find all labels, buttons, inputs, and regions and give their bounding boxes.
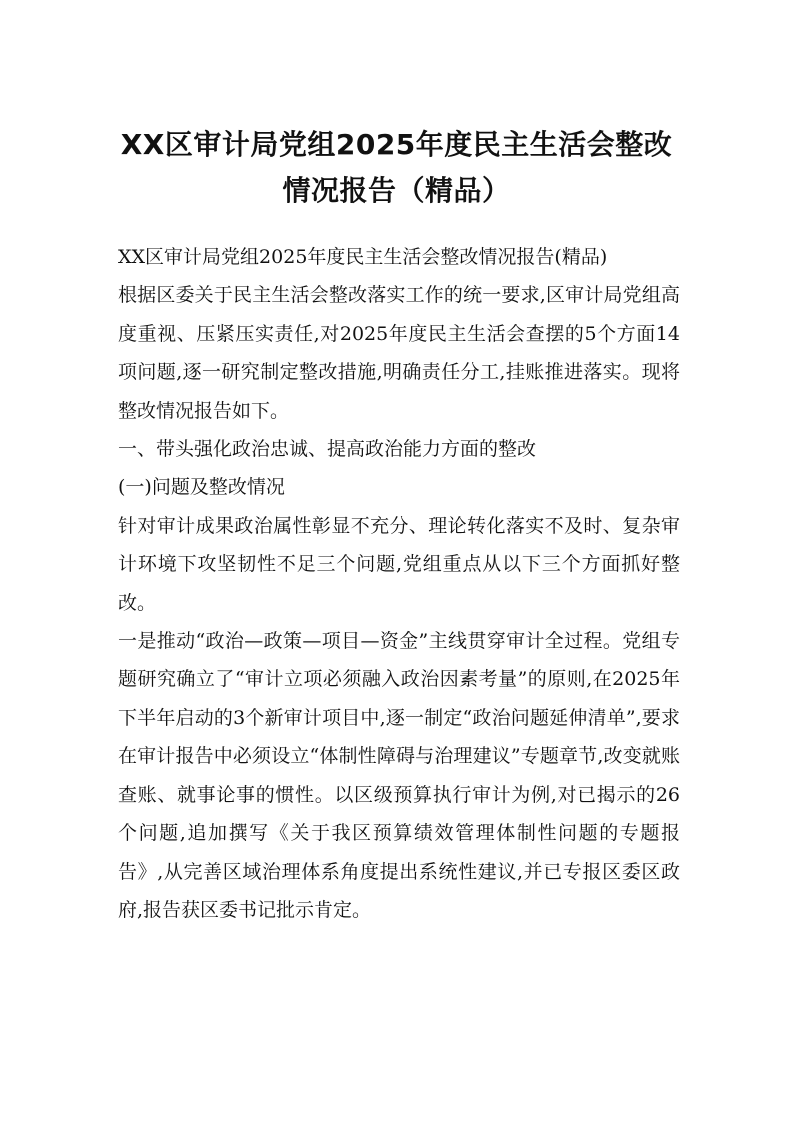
paragraph-measure-1: 一是推动“政治—政策—项目—资金”主线贯穿审计全过程。党组专题研究确立了“审计立项必须融入政治因素考量”的原则,在2025年下半年启动的3个新审计项目中,逐一制定“政治问题延伸清单”,要求在审计报告中必须设立“体制性障碍与治理建议”专题章节,改变就账查账、就事论事的惯性。以区级预算执行审计为例,对已揭示的26个问题,追加撰写《关于我区预算绩效管理体制性问题的专题报告》,从完善区域治理体系角度提出系统性建议,并已专报区委区政府,报告获区委书记批示肯定。	[118, 630, 680, 921]
document-title-line-2: 情况报告（精品）	[282, 174, 511, 207]
section-heading-1: 一、带头强化政治忠诚、提高政治能力方面的整改	[118, 438, 537, 461]
paragraph-introduction: 根据区委关于民主生活会整改落实工作的统一要求,区审计局党组高度重视、压紧压实责任,对2025年度民主生活会查摆的5个方面14项问题,逐一研究制定整改措施,明确责任分工,挂账推进落实。现将整改情况报告如下。	[118, 284, 680, 422]
document-body	[118, 238, 680, 929]
subsection-heading-1: (一)问题及整改情况	[118, 476, 285, 499]
paragraph-problems-summary: 针对审计成果政治属性彰显不充分、理论转化落实不及时、复杂审计环境下攻坚韧性不足三个问题,党组重点从以下三个方面抓好整改。	[118, 514, 680, 614]
document-title-line-1: XX区审计局党组2025年度民主生活会整改	[120, 128, 673, 161]
paragraph-report-heading: XX区审计局党组2025年度民主生活会整改情况报告(精品)	[118, 246, 608, 268]
